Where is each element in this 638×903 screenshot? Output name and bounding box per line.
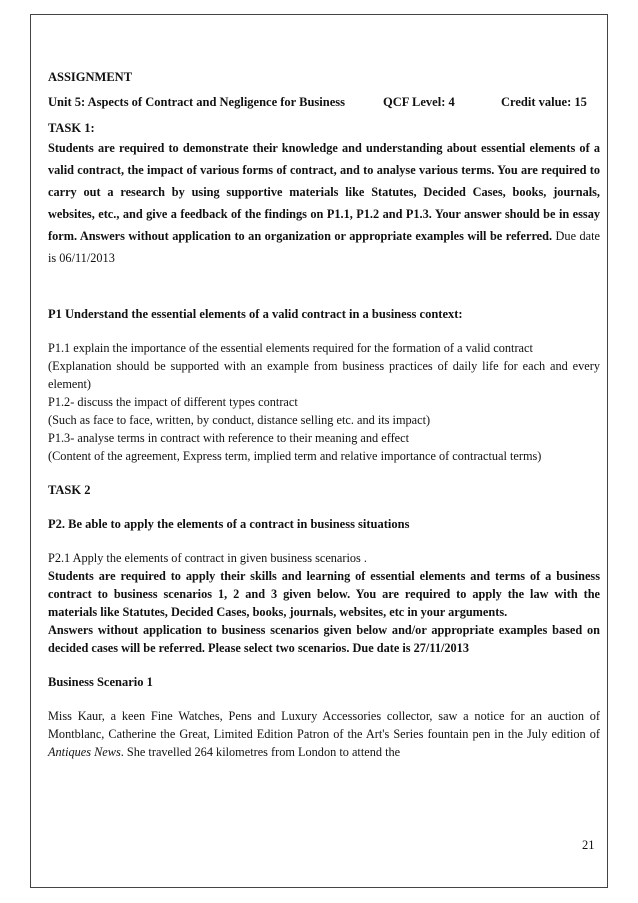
p1-item-1: P1.1 explain the importance of the essential elements required for the formation of a valid contract: [48, 341, 533, 355]
document-body: [48, 68, 600, 761]
task1-due-date: Due date is 06/11/2013: [48, 229, 600, 265]
p1-item-5: P1.3- analyse terms in contract with reference to their meaning and effect: [48, 431, 410, 445]
p1-item-4: (Such as face to face, written, by conduct, distance selling etc. and its impact): [48, 413, 431, 427]
task2-instructions: Students are required to apply their skills and learning of essential elements and terms of a business contract to business scenarios 1, 2 and 3 given below. You are required to apply the law with the materials like Statutes, Decided Cases, books, journals, websites, etc in your arguments.: [48, 569, 600, 619]
p2-heading: P2. Be able to apply the elements of a contract in business situations: [48, 517, 410, 531]
scenario1-text-start: Miss Kaur, a keen Fine Watches, Pens and Luxury Accessories collector, saw a notice for an auction of Montblanc, Catherine the Great, Limited Edition Patron of the Art's Series fountain pen in the July edition of: [48, 709, 600, 741]
p1-item-6: (Content of the agreement, Express term, implied term and relative importance of contractual terms): [48, 449, 542, 463]
scenario1-text-end: . She travelled 264 kilometres from London to attend the: [120, 745, 401, 759]
p1-item-3: P1.2- discuss the impact of different types contract: [48, 395, 298, 409]
task1-body-text: Students are required to demonstrate their knowledge and understanding about essential elements of a valid contract, the impact of various forms of contract, and to analyse various terms. You are required to carry out a research by using supportive materials like Statutes, Decided Cases, books, journals, websites, etc., and give a feedback of the findings on P1.1, P1.2 and P1.3. Your answer should be in essay form. Answers without application to an organization or appropriate examples will be referred.: [48, 141, 600, 243]
p1-item-2: (Explanation should be supported with an example from business practices of daily life for each and every element): [48, 359, 600, 391]
unit-line: [48, 93, 600, 111]
credit-value: Credit value: 15: [501, 95, 587, 109]
qcf-level: QCF Level: 4: [383, 95, 455, 109]
page-number: 21: [582, 838, 595, 852]
task1-title: TASK 1:: [48, 121, 95, 135]
task1-instructions: [48, 137, 600, 269]
p1-heading: P1 Understand the essential elements of a valid contract in a business context:: [48, 307, 463, 321]
task2-referral-note: Answers without application to business scenarios given below and/or appropriate examples based on decided cases will be referred. Please select two scenarios. Due date is 27/11/2013: [48, 623, 600, 655]
scenario1-text: [48, 707, 600, 761]
scenario1-publication: Antiques News: [48, 745, 121, 759]
p2-1-item: P2.1 Apply the elements of contract in given business scenarios .: [48, 551, 367, 565]
task2-title: TASK 2: [48, 483, 91, 497]
scenario1-title: Business Scenario 1: [48, 675, 153, 689]
assignment-title: ASSIGNMENT: [48, 70, 133, 84]
unit-title: Unit 5: Aspects of Contract and Negligence for Business: [48, 95, 345, 109]
